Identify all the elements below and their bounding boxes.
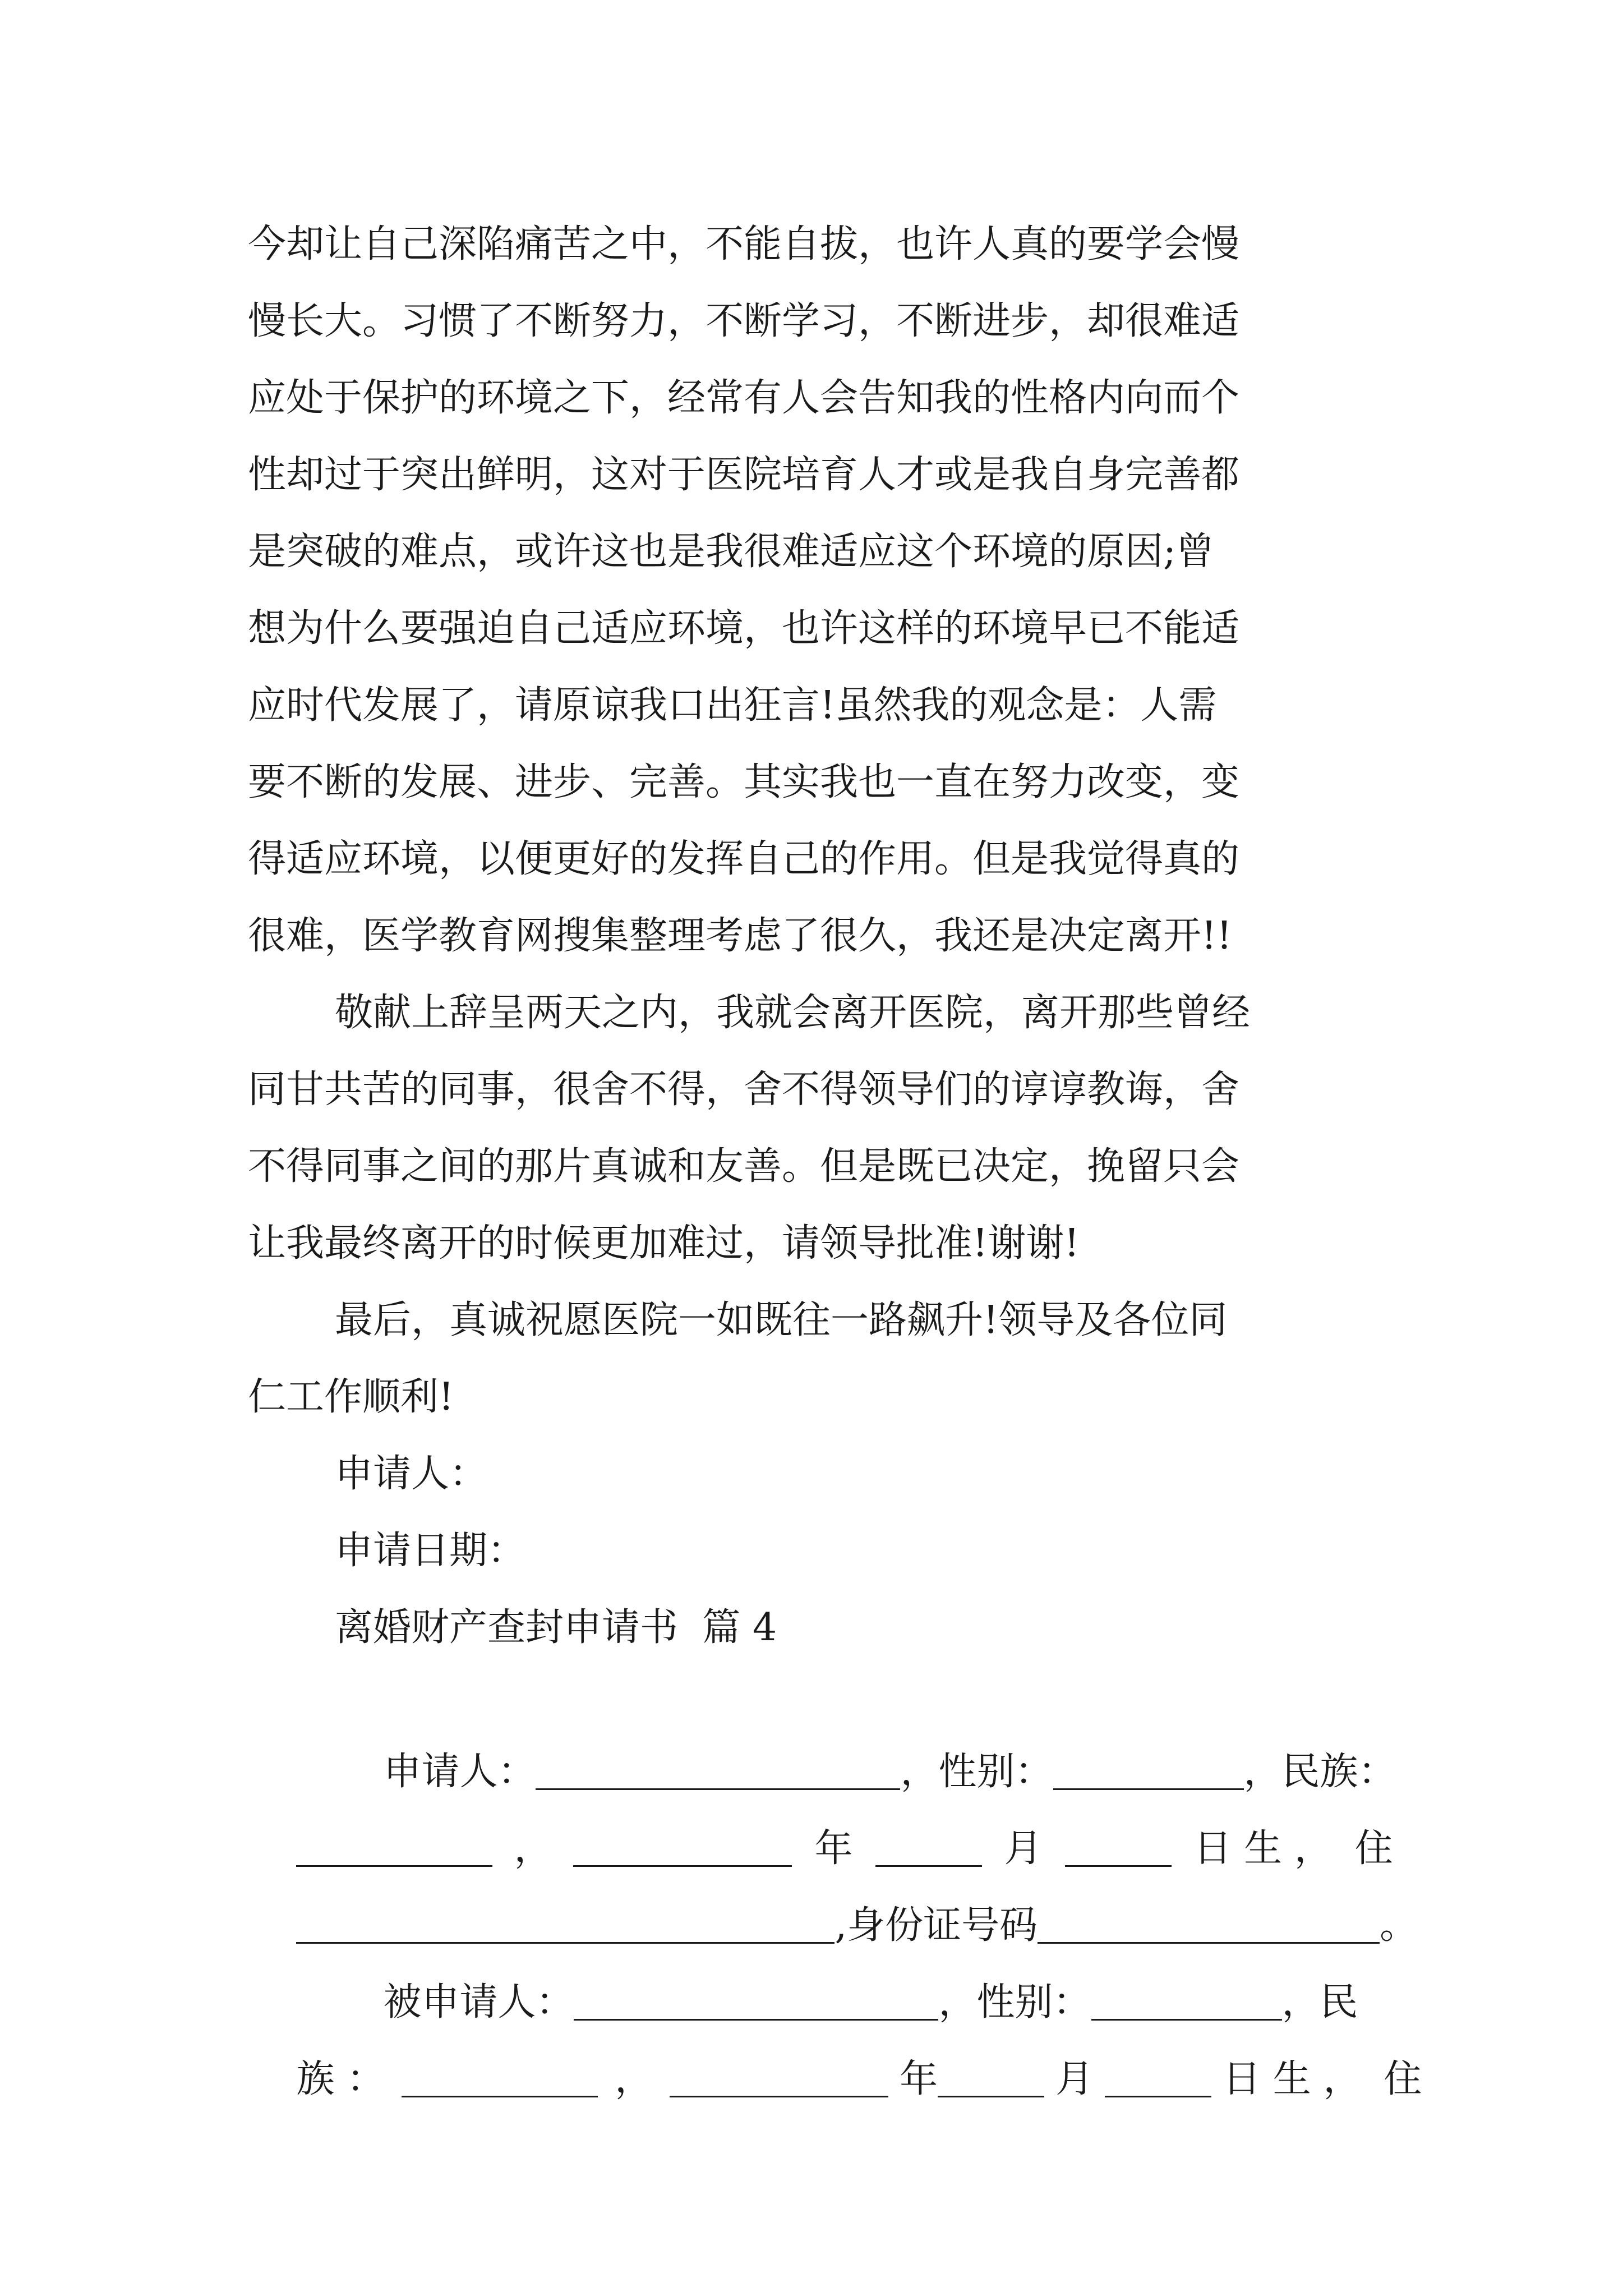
month-label: 月: [1004, 1826, 1043, 1871]
date-label: 申请日期：: [335, 1529, 526, 1573]
id-number-label: ,身份证号码: [834, 1903, 1038, 1948]
paragraph-line: 最后，真诚祝愿医院一如既往一路飙升!领导及各位同: [335, 1298, 1228, 1342]
respondent-birth-day-blank[interactable]: [1105, 2056, 1211, 2097]
section-heading: 离婚财产查封申请书 篇 4: [335, 1605, 777, 1650]
paragraph-line: 同甘共苦的同事，很舍不得，舍不得领导们的谆谆教诲，舍: [248, 1068, 1240, 1112]
paragraph-line: 得适应环境，以便更好的发挥自己的作用。但是我觉得真的: [248, 837, 1240, 881]
ethnic-label-rest: 族 ：: [296, 2057, 385, 2101]
form-row-birth: [248, 1748, 1393, 1871]
year-label: 年: [900, 2057, 938, 2101]
form-row-id: [248, 1825, 1418, 1948]
month-label: 月: [1055, 2057, 1094, 2101]
ethnic-label: ，民族：: [1243, 1750, 1396, 1794]
form-row-respondent-birth: [248, 1978, 1422, 2101]
paragraph-line: 不得同事之间的那片真诚和友善。但是既已决定，挽留只会: [248, 1144, 1240, 1189]
paragraph-line: 应时代发展了，请原谅我口出狂言!虽然我的观念是：人需: [248, 683, 1217, 728]
respondent-ethnic-blank[interactable]: [402, 2056, 598, 2097]
respondent-name-label: 被申请人：: [383, 1980, 574, 2024]
form-row-respondent: [335, 1902, 1389, 2024]
respondent-birth-year-blank[interactable]: [670, 2056, 888, 2097]
paragraph-line: 要不断的发展、进步、完善。其实我也一直在努力改变，变: [248, 760, 1240, 804]
paragraph-line: 是突破的难点，或许这也是我很难适应这个环境的原因;曾: [248, 530, 1214, 574]
paragraph-line: 慢长大。习惯了不断努力，不断学习，不断进步，却很难适: [248, 299, 1240, 343]
day-born-label: 日 生 ，: [1223, 2057, 1362, 2101]
applicant-label: 申请人：: [335, 1452, 488, 1496]
paragraph-line: 仁工作顺利!: [248, 1375, 454, 1419]
paragraph-line: 想为什么要强迫自己适应环境，也许这样的环境早已不能适: [248, 606, 1240, 651]
form-row-applicant: [335, 1671, 1396, 1794]
applicant-name-label: 申请人：: [383, 1750, 536, 1794]
paragraph-line: 应处于保护的环境之下，经常有人会告知我的性格内向而个: [248, 376, 1240, 420]
residence-label: 住: [1354, 1826, 1393, 1871]
year-label: 年: [814, 1826, 853, 1871]
paragraph-line: 敬献上辞呈两天之内，我就会离开医院，离开那些曾经: [335, 991, 1251, 1035]
ethnic-label-part: ，民: [1281, 1980, 1358, 2024]
residence-label: 住: [1384, 2057, 1422, 2101]
respondent-birth-month-blank[interactable]: [938, 2056, 1044, 2097]
comma: ，: [514, 1826, 552, 1871]
paragraph-line: 很难，医学教育网搜集整理考虑了很久，我还是决定离开!!: [248, 914, 1232, 958]
gender-label: ，性别：: [900, 1750, 1053, 1794]
paragraph-line: 性却过于突出鲜明，这对于医院培育人才或是我自身完善都: [248, 453, 1240, 497]
comma: ，: [615, 2057, 653, 2101]
paragraph-line: 今却让自己深陷痛苦之中，不能自拔，也许人真的要学会慢: [248, 222, 1240, 266]
day-born-label: 日 生 ，: [1193, 1826, 1332, 1871]
paragraph-line: 让我最终离开的时候更加难过，请领导批准!谢谢!: [248, 1221, 1080, 1266]
gender-label: ，性别：: [938, 1980, 1091, 2024]
period: 。: [1380, 1903, 1418, 1948]
